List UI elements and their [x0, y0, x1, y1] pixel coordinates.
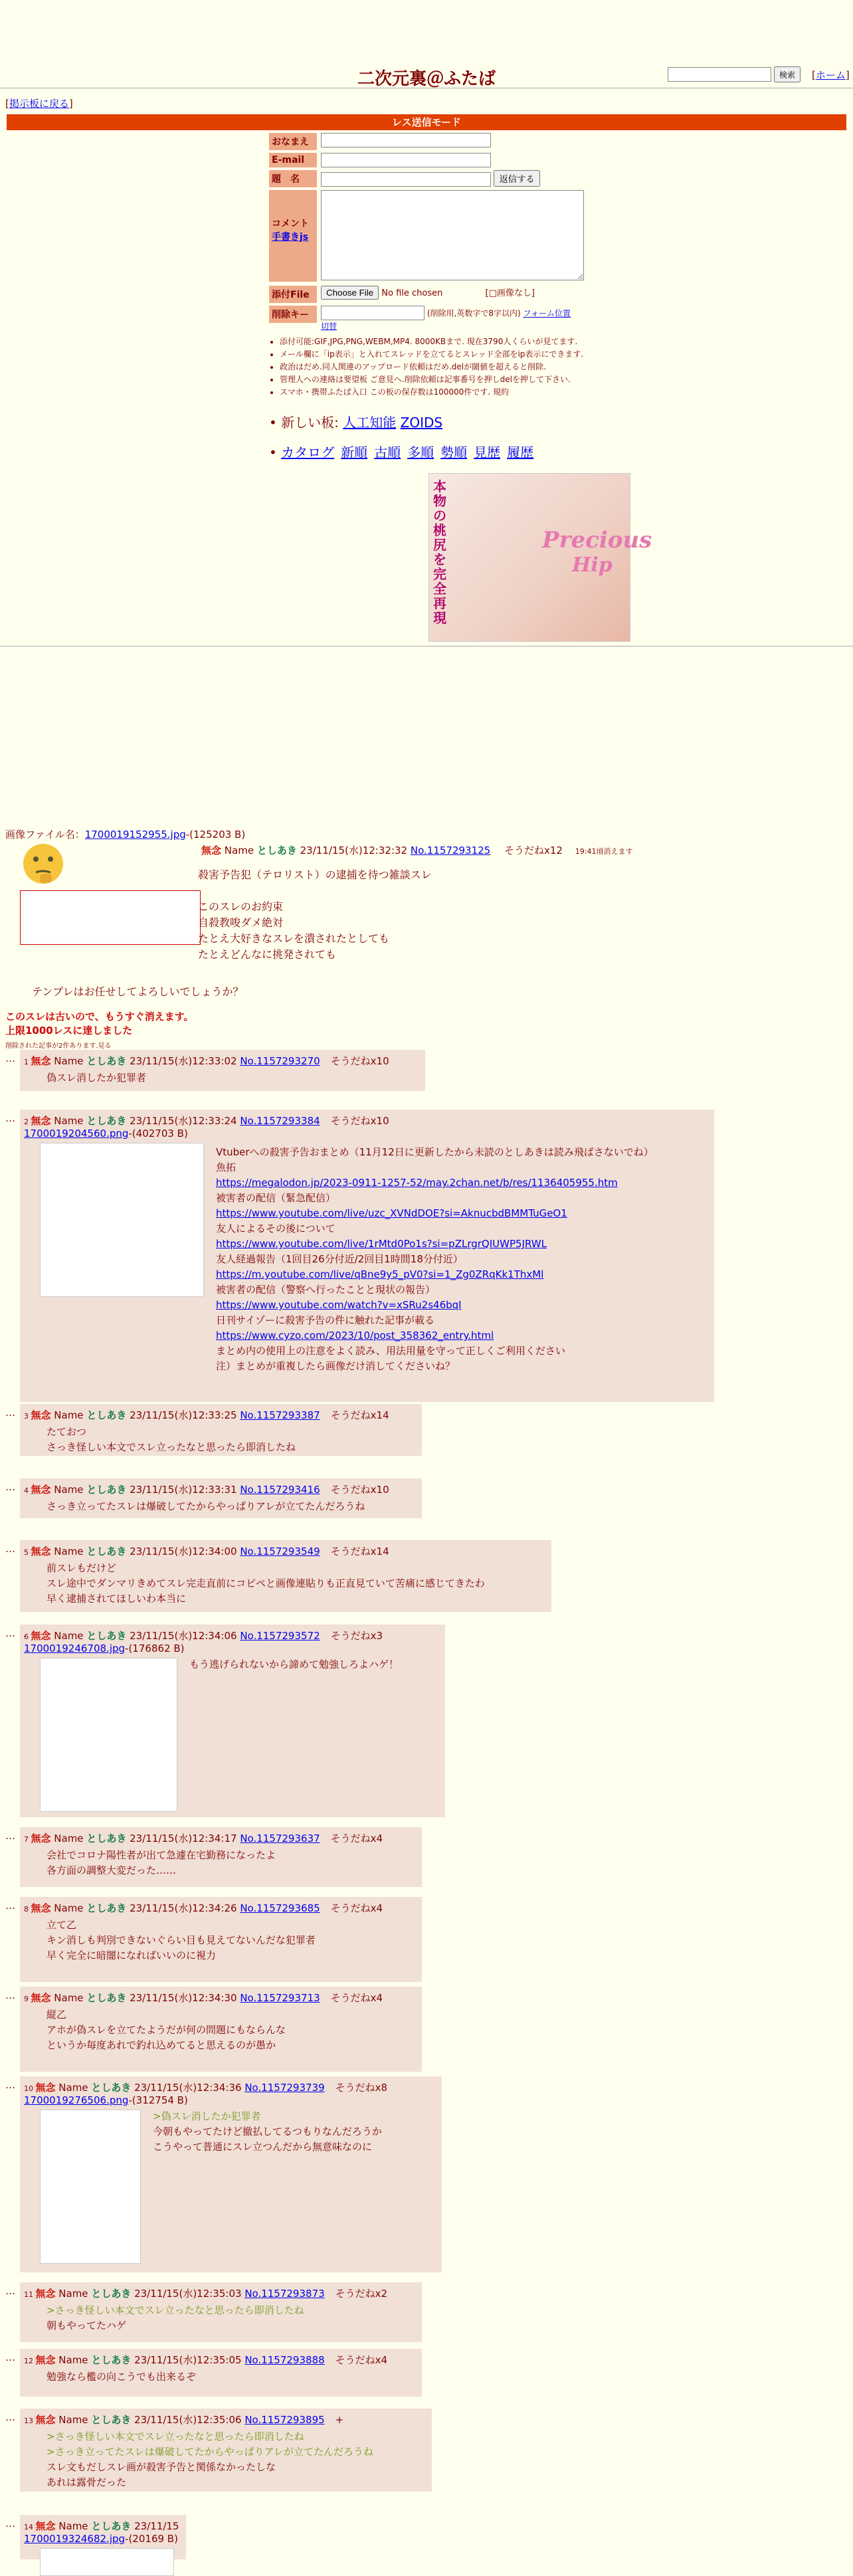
url-link[interactable]: https://m.youtube.com/live/qBne9y5_pV0?si=1_Zg0ZRqKk1ThxMl [216, 1268, 544, 1280]
switch-link[interactable]: 切替 [321, 322, 337, 331]
reply-marker: … [5, 1112, 15, 1124]
reply-number: 8 [24, 1905, 31, 1914]
reply-form [269, 133, 641, 334]
thinking-emoji-thumbnail[interactable] [20, 841, 66, 887]
reply-line [216, 1267, 714, 1282]
history-link[interactable]: 履歴 [507, 445, 534, 460]
post-number-link[interactable]: No.1157293384 [240, 1115, 320, 1127]
sodane-button[interactable]: + [335, 2414, 344, 2426]
reply-line: 朝もやってたハゲ [47, 2320, 127, 2331]
no-image-checkbox[interactable]: [□画像なし] [485, 288, 535, 298]
header [0, 0, 853, 89]
file-line: 1700019204560.png-(402703 B) [24, 1128, 188, 1139]
reply-line: 早く完全に暗闇になればいいのに視力 [47, 1949, 217, 1961]
post-number-link[interactable]: No.1157293713 [240, 1992, 320, 2004]
reply-number: 1 [24, 1058, 31, 1066]
reply-subject: 無念 [35, 2082, 56, 2094]
reply-number: 4 [24, 1486, 31, 1495]
reply-image-thumbnail[interactable] [40, 2548, 174, 2576]
reply-marker: … [5, 1407, 15, 1419]
file-label: 添付File [269, 286, 317, 303]
reply-body [20, 2300, 422, 2333]
reply-line: アホが偽スレを立てたようだが何の問題にもならんな [47, 2024, 286, 2036]
post-number-link[interactable]: No.1157293416 [240, 1484, 320, 1496]
sodane-button[interactable]: そうだねx2 [335, 2288, 388, 2300]
no-file-text: No file chosen [381, 288, 443, 298]
reply-header: 5 無念 Name としあき 23/11/15(水)12:34:00 No.1157293549 そうだねx14 [24, 1545, 389, 1557]
reply-header: 14 無念 Name としあき 23/11/15 [24, 2520, 179, 2532]
ad-banner[interactable]: 本物の桃尻を完全再現 Precious Hip [428, 473, 630, 642]
reply-line: 魚拓 [216, 1161, 237, 1173]
reply-image-thumbnail[interactable] [40, 1143, 204, 1297]
reply-marker: … [5, 2079, 15, 2091]
file-line: 1700019324682.jpg-(20169 B) [24, 2533, 178, 2545]
post-number-link[interactable]: No.1157293895 [244, 2414, 325, 2426]
reply-name: としあき [91, 2354, 132, 2366]
reply-number: 6 [24, 1633, 31, 1641]
url-link[interactable]: https://www.cyzo.com/2023/10/post_358362_entry.html [216, 1330, 494, 1341]
reply-subject: 無念 [31, 1902, 51, 1914]
reply-subject: 無念 [35, 2520, 56, 2532]
reply-image-thumbnail[interactable] [40, 2110, 141, 2264]
reply-body [20, 1422, 422, 1455]
reply-line: 被害者の配信（緊急配信） [216, 1192, 336, 1204]
note-item: • 管理人への連絡は要望板 ご意見へ.削除依頼は記事番号を押しdelを押して下さい. [280, 373, 608, 386]
new-boards: • 新しい板: 人工知能 ZOIDS [269, 415, 443, 431]
post-number-link[interactable]: No.1157293549 [240, 1545, 320, 1557]
note-item: • メール欄に「ip表示」と入れてスレッドを立てるとスレッド全部をip表示にできます. [280, 348, 608, 361]
reply-line: 被害者の配信（警察へ行ったことと現状の報告） [216, 1284, 436, 1296]
url-link[interactable]: https://www.youtube.com/live/1rMtd0Po1s?si=pZLrgrQIUWP5JRWL [216, 1238, 547, 1250]
form-position-link[interactable]: フォーム位置 [523, 308, 571, 318]
reply-line: 偽スレ消したか犯罪者 [47, 1072, 147, 1084]
reply-name: としあき [86, 1833, 127, 1844]
reply-header: 8 無念 Name としあき 23/11/15(水)12:34:26 No.1157293685 そうだねx4 [24, 1902, 383, 1914]
url-link[interactable]: https://www.youtube.com/watch?v=xSRu2s46bqI [216, 1299, 462, 1311]
file-link[interactable]: 1700019276506.png [24, 2094, 129, 2106]
reply-line: 勉強なら檻の向こうでも出来るぞ [47, 2371, 197, 2383]
reply-line: 注）まとめが重複したら画像だけ消してくださいね？ [216, 1360, 456, 1372]
reply-line [216, 1175, 714, 1191]
sodane-button[interactable]: そうだねx14 [330, 1545, 389, 1557]
sodane-button[interactable]: そうだねx12 [504, 844, 563, 856]
reply-box [20, 1540, 551, 1612]
reply-box [20, 1050, 425, 1091]
reply-line [216, 1298, 714, 1313]
sort-old-link[interactable]: 古順 [374, 445, 401, 460]
reply-header: 7 無念 Name としあき 23/11/15(水)12:34:17 No.1157293637 そうだねx4 [24, 1833, 383, 1844]
post-number-link[interactable]: No.1157293637 [240, 1833, 320, 1844]
comment-label: コメント [272, 219, 309, 229]
thread-warning: このスレは古いので、もうすぐ消えます。 上限1000レスに達しました 削除された記事が2件あります.見る [5, 1011, 194, 1050]
reply-line: キン消しも判別できないぐらい目も見えてないんだな犯罪者 [47, 1934, 316, 1946]
reply-marker: … [5, 1900, 15, 1912]
op-post: 画像ファイル名：1700019152955.jpg-(125203 B) 無念 Name としあき 23/11/15(水)12:32:32 No.1157293125 そうだねx12 19:41頃消えます 殺害予告犯（テロリスト）の逮捕を待つ雑談スレ このスレのお約束 自殺教唆ダメ絶対 たとえ大好きなスレを潰されたとしても たとえどんなに挑発されても テンプレはお任せしてよろしいでしょうか？ [5, 829, 633, 998]
comment-textarea[interactable] [321, 190, 584, 280]
reply-name: としあき [86, 1992, 127, 2004]
reply-number: 11 [24, 2290, 36, 2299]
quote-text: >さっき怪しい本文でスレ立ったなと思ったら即消したね [47, 2304, 304, 2316]
subject-label: 題 名 [269, 170, 317, 187]
reply-header: 1 無念 Name としあき 23/11/15(水)12:33:02 No.1157293270 そうだねx10 [24, 1055, 389, 1067]
reply-box [20, 1110, 714, 1402]
sodane-button[interactable]: そうだねx8 [335, 2082, 388, 2094]
search-input[interactable] [668, 67, 771, 82]
sort-momentum-link[interactable]: 勢順 [440, 445, 468, 460]
reply-number: 10 [24, 2084, 36, 2093]
reply-header: 9 無念 Name としあき 23/11/15(水)12:34:30 No.1157293713 そうだねx4 [24, 1992, 383, 2004]
reply-header: 11 無念 Name としあき 23/11/15(水)12:35:03 No.1157293873 そうだねx2 [24, 2288, 388, 2300]
reply-box [20, 2515, 186, 2559]
note-item: • スマホ・携帯ふたば入口 この板の保存数は100000件です. 規約 [280, 386, 608, 399]
reply-number: 3 [24, 1412, 31, 1421]
reply-subject: 無念 [31, 1055, 51, 1067]
reply-line: あれは露骨だった [47, 2476, 127, 2488]
delete-key-label: 削除キー [269, 306, 317, 323]
reply-line: スレ文もだしスレ画が殺害予告と関係なかったしな [47, 2461, 276, 2473]
reply-line: 友人経過報告（1回目26分付近/2回目1時間18分付近） [216, 1253, 463, 1265]
post-number-link[interactable]: No.1157293572 [240, 1630, 320, 1642]
reply-subject: 無念 [31, 1484, 51, 1496]
reply-header: 3 無念 Name としあき 23/11/15(水)12:33:25 No.1157293387 そうだねx14 [24, 1409, 389, 1421]
post-number-link[interactable]: No.1157293685 [240, 1902, 320, 1914]
op-image-thumbnail[interactable] [20, 890, 201, 945]
reply-name: としあき [86, 1630, 127, 1642]
reply-line: Vtuberへの殺害予告おまとめ（11月12日に更新したから未読のとしあきは読み飛ばさないでね） [216, 1146, 654, 1158]
search-bar [668, 66, 801, 82]
note-item: • 政治はだめ.同人関連のアップロード依頼はだめ.delが閾値を超えると削除. [280, 361, 608, 373]
reply-subject: 無念 [31, 1833, 51, 1844]
handwrite-link[interactable]: 手書きjs [272, 232, 309, 243]
reply-number: 5 [24, 1548, 31, 1557]
reply-subject: 無念 [35, 2288, 56, 2300]
reply-body [20, 1496, 422, 1514]
sodane-button[interactable]: そうだねx3 [330, 1630, 383, 1642]
catalog-link[interactable]: カタログ [281, 445, 335, 460]
reply-line [216, 1328, 714, 1343]
reply-box [20, 1478, 422, 1518]
reply-header: 12 無念 Name としあき 23/11/15(水)12:35:05 No.1157293888 そうだねx4 [24, 2354, 388, 2366]
reply-number: 12 [24, 2357, 36, 2365]
reply-box [20, 1987, 422, 2072]
sodane-button[interactable]: そうだねx4 [330, 1833, 383, 1844]
home-link[interactable]: [ホーム] [812, 69, 850, 81]
reply-line: 縦乙 [47, 2009, 67, 2021]
reply-body [20, 1068, 425, 1086]
email-input[interactable] [321, 153, 491, 167]
subject-input[interactable] [321, 172, 491, 187]
reply-box [20, 2076, 442, 2272]
file-line: 1700019246708.jpg-(176862 B) [24, 1642, 185, 1654]
reply-marker: … [5, 1627, 15, 1639]
quote-text: >さっき怪しい本文でスレ立ったなと思ったら即消したね >さっき立ってたスレは爆破してたからやっぱりアレが立てたんだろうね [47, 2430, 373, 2458]
reply-line: 各方面の調整大変だった…… [47, 1864, 177, 1876]
reply-body [20, 1915, 422, 1963]
reply-body [20, 2427, 432, 2490]
reply-name: としあき [86, 1055, 127, 1067]
reply-marker: … [5, 1830, 15, 1842]
reply-name: としあき [86, 1484, 127, 1496]
reply-marker: … [5, 1989, 15, 2001]
reply-marker: … [5, 2411, 15, 2423]
note-item: • 添付可能:GIF,JPG,PNG,WEBM,MP4. 8000KBまで. 現在3790人くらいが見てます. [280, 336, 608, 348]
reply-name: としあき [86, 1902, 127, 1914]
reply-line: もう逃げられないから諦めて勉強しろよハゲ！ [189, 1658, 399, 1670]
sodane-button[interactable]: そうだねx10 [330, 1055, 389, 1067]
reply-name: としあき [86, 1545, 127, 1557]
comment-label-cell [269, 190, 317, 282]
name-label: おなまえ [269, 133, 317, 150]
reply-line: こうやって普通にスレ立つんだから無意味なのに [153, 2141, 373, 2153]
site-title: 二次元裏＠ふたば [357, 69, 496, 89]
reply-name: としあき [86, 1115, 127, 1127]
reply-body [20, 2005, 422, 2053]
reply-body [20, 1845, 422, 1878]
reply-line: さっき怪しい本文でスレ立ったなと思ったら即消したね [47, 1441, 296, 1453]
board-link-ai[interactable]: 人工知能 [343, 415, 397, 431]
back-link-wrap: [掲示板に戻る] [5, 98, 73, 110]
reply-body [20, 2545, 186, 2547]
file-line: 1700019276506.png-(312754 B) [24, 2094, 188, 2106]
post-number-link[interactable]: No.1157293873 [244, 2288, 325, 2300]
reply-marker: … [5, 2285, 15, 2297]
sodane-button[interactable]: そうだねx4 [330, 1992, 383, 2004]
reply-line: まとめ内の使用上の注意をよく読み、用法用量を守って正しくご利用ください [216, 1345, 565, 1357]
reply-subject: 無念 [31, 1992, 51, 2004]
post-number-link[interactable]: No.1157293739 [244, 2082, 325, 2094]
reply-line: 日刊サイゾーに殺害予告の件に触れた記事が載る [216, 1314, 434, 1326]
delete-key-note: (削除用,英数字で8字以内) [427, 308, 521, 318]
view-history-link[interactable]: 見歴 [474, 445, 501, 460]
reply-subject: 無念 [31, 1630, 51, 1642]
reply-line [216, 1237, 714, 1252]
reply-line: 早く逮捕されてほしいわ本当に [47, 1593, 187, 1605]
reply-line: 会社でコロナ陽性者が出て急遽在宅勤務になったよ [47, 1849, 276, 1861]
reply-subject: 無念 [31, 1545, 51, 1557]
reply-marker: … [5, 1052, 15, 1064]
reply-image-thumbnail[interactable] [40, 1658, 177, 1812]
reply-box [20, 1404, 422, 1456]
reply-box [20, 1897, 422, 1982]
reply-box [20, 1827, 422, 1887]
reply-number: 9 [24, 1995, 31, 2003]
file-link[interactable]: 1700019324682.jpg [24, 2533, 126, 2545]
choose-file-button[interactable]: Choose File [321, 286, 379, 300]
reply-line: 友人によるその後について [216, 1223, 335, 1235]
reply-header: 4 無念 Name としあき 23/11/15(水)12:33:31 No.1157293416 そうだねx10 [24, 1484, 389, 1496]
reply-body [20, 1558, 551, 1607]
post-number-link[interactable]: No.1157293888 [244, 2354, 325, 2366]
reply-name: としあき [86, 1409, 127, 1421]
submit-button[interactable]: 返信する [494, 170, 539, 187]
op-file-link[interactable]: 1700019152955.jpg [84, 829, 186, 841]
reply-box [20, 2282, 422, 2342]
sodane-button[interactable]: そうだねx14 [330, 1409, 389, 1421]
search-button[interactable]: 検索 [774, 66, 801, 82]
reply-name: としあき [91, 2520, 132, 2532]
sort-links: • カタログ 新順 古順 多順 勢順 見歴 履歴 [269, 445, 534, 460]
reply-subject: 無念 [35, 2354, 56, 2366]
reply-marker: … [5, 1543, 15, 1555]
reply-line: というか毎度あれで釣れ込めてると思えるのが愚か [47, 2039, 276, 2051]
back-to-board-link[interactable]: 掲示板に戻る [9, 98, 69, 110]
post-number-link[interactable]: No.1157293387 [240, 1409, 320, 1421]
reply-subject: 無念 [31, 1409, 51, 1421]
reply-header: 2 無念 Name としあき 23/11/15(水)12:33:24 No.1157293384 そうだねx10 [24, 1115, 389, 1127]
reply-header: 10 無念 Name としあき 23/11/15(水)12:34:36 No.1157293739 そうだねx8 [24, 2082, 388, 2094]
reply-line: 前スレもだけど [47, 1562, 117, 1574]
delete-key-input[interactable] [321, 306, 425, 320]
reply-subject: 無念 [35, 2414, 56, 2426]
reply-line: スレ途中でダンマリきめてスレ完走直前にコピペと画像連貼りも正直見ていて苦痛に感じてきたわ [47, 1577, 485, 1589]
reply-marker: … [5, 2518, 15, 2529]
sodane-button[interactable]: そうだねx10 [330, 1115, 389, 1127]
reply-header: 13 無念 Name としあき 23/11/15(水)12:35:06 No.1157293895 + [24, 2414, 344, 2426]
file-link[interactable]: 1700019246708.jpg [24, 1642, 126, 1654]
sort-many-link[interactable]: 多順 [407, 445, 434, 460]
reply-mode-banner: レス送信モード [7, 114, 846, 130]
url-link[interactable]: https://megalodon.jp/2023-0911-1257-52/may.2chan.net/b/res/1136405955.htm [216, 1177, 618, 1189]
reply-number: 13 [24, 2417, 36, 2425]
reply-body [20, 2367, 422, 2385]
url-link[interactable]: https://www.youtube.com/live/uzc_XVNdDOE?si=AknucbdBMMTuGeO1 [216, 1207, 567, 1219]
reply-line: たておつ [47, 1426, 86, 1438]
reply-box [20, 2349, 422, 2397]
notes [269, 336, 608, 399]
reply-line: さっき立ってたスレは爆破してたからやっぱりアレが立てたんだろうね [47, 1500, 365, 1512]
reply-header: 6 無念 Name としあき 23/11/15(水)12:34:06 No.1157293572 そうだねx3 [24, 1630, 383, 1642]
sodane-button[interactable]: そうだねx4 [335, 2354, 388, 2366]
board-link-zoids[interactable]: ZOIDS [400, 415, 443, 431]
reply-marker: … [5, 1481, 15, 1493]
op-body: 殺害予告犯（テロリスト）の逮捕を待つ雑談スレ このスレのお約束 自殺教唆ダメ絶対 たとえ大好きなスレを潰されたとしても たとえどんなに挑発されても [198, 868, 432, 961]
reply-line: 今朝もやってたけど撤払してるつもりなんだろうか [153, 2126, 382, 2137]
email-label: E-mail [269, 153, 317, 167]
sodane-button[interactable]: そうだねx4 [330, 1902, 383, 1914]
reply-number: 14 [24, 2523, 36, 2531]
reply-subject: 無念 [31, 1115, 51, 1127]
reply-number: 7 [24, 1835, 31, 1844]
file-link[interactable]: 1700019204560.png [24, 1128, 129, 1139]
quote-text: >偽スレ消したか犯罪者 [153, 2110, 261, 2122]
post-number-link[interactable]: No.1157293270 [240, 1055, 320, 1067]
reply-marker: … [5, 2351, 15, 2363]
reply-line: 立て乙 [47, 1919, 77, 1931]
sort-new-link[interactable]: 新順 [341, 445, 368, 460]
reply-box [20, 1625, 445, 1817]
reply-box [20, 2409, 432, 2492]
reply-number: 2 [24, 1118, 31, 1126]
reply-name: としあき [91, 2082, 132, 2094]
reply-name: としあき [91, 2288, 132, 2300]
op-post-number[interactable]: No.1157293125 [410, 844, 491, 856]
sodane-button[interactable]: そうだねx10 [330, 1484, 389, 1496]
reply-line [216, 1206, 714, 1221]
reply-name: としあき [91, 2414, 132, 2426]
name-input[interactable] [321, 133, 491, 148]
